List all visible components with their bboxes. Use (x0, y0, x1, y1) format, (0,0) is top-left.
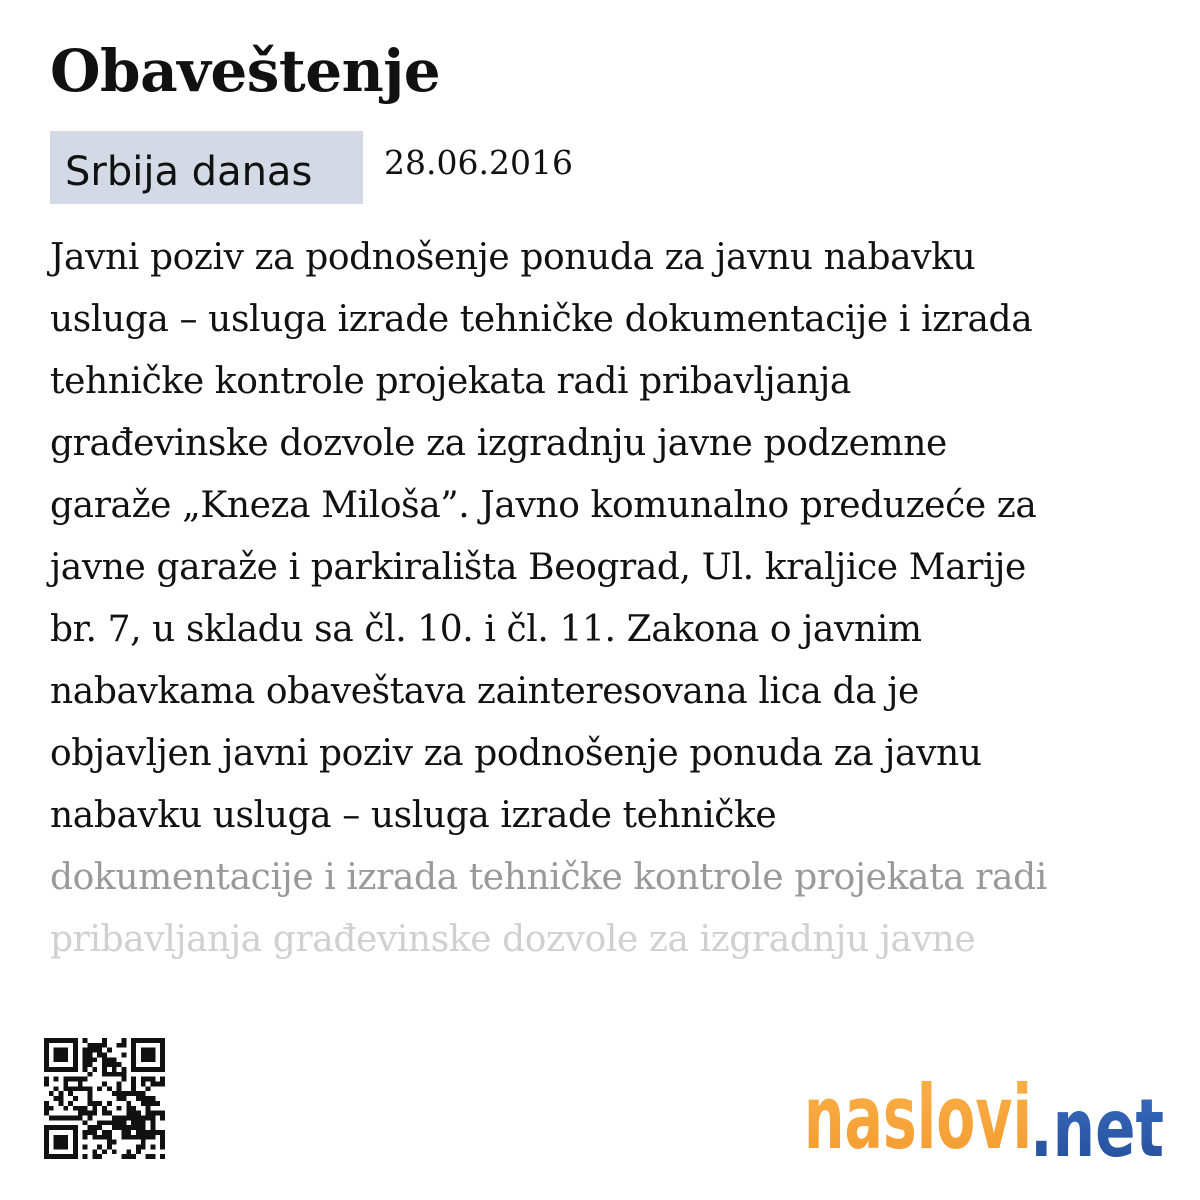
naslovi-logo[interactable] (804, 1050, 1164, 1170)
body-line: nabavkama obaveštava zainteresovana lica da je (50, 671, 919, 712)
logo-text-net: .net (1030, 1082, 1164, 1170)
logo-text-naslovi: naslovi (804, 1066, 1032, 1169)
body-line: građevinske dozvole za izgradnju javne podzemne (50, 423, 947, 464)
qr-code-icon[interactable] (44, 1038, 165, 1159)
body-line: usluga – usluga izrade tehničke dokumentacije i izrada (50, 299, 1033, 340)
body-line: tehničke kontrole projekata radi pribavljanja (50, 361, 851, 402)
article-title: Obaveštenje (50, 37, 441, 105)
article-body (50, 227, 1170, 971)
body-line: javne garaže i parkirališta Beograd, Ul. kraljice Marije (50, 547, 1026, 588)
body-line-faded: pribavljanja građevinske dozvole za izgradnju javne (50, 919, 976, 960)
body-line: objavljen javni poziv za podnošenje ponuda za javnu (50, 733, 982, 774)
body-line: garaže „Kneza Miloša”. Javno komunalno preduzeće za (50, 485, 1037, 526)
body-line: nabavku usluga – usluga izrade tehničke (50, 795, 777, 836)
body-line: br. 7, u skladu sa čl. 10. i čl. 11. Zakona o javnim (50, 609, 922, 650)
article-date: 28.06.2016 (384, 143, 573, 182)
source-badge[interactable]: Srbija danas (50, 131, 363, 204)
body-line: Javni poziv za podnošenje ponuda za javnu nabavku (50, 237, 976, 278)
body-line-faded: dokumentacije i izrada tehničke kontrole projekata radi (50, 857, 1047, 898)
